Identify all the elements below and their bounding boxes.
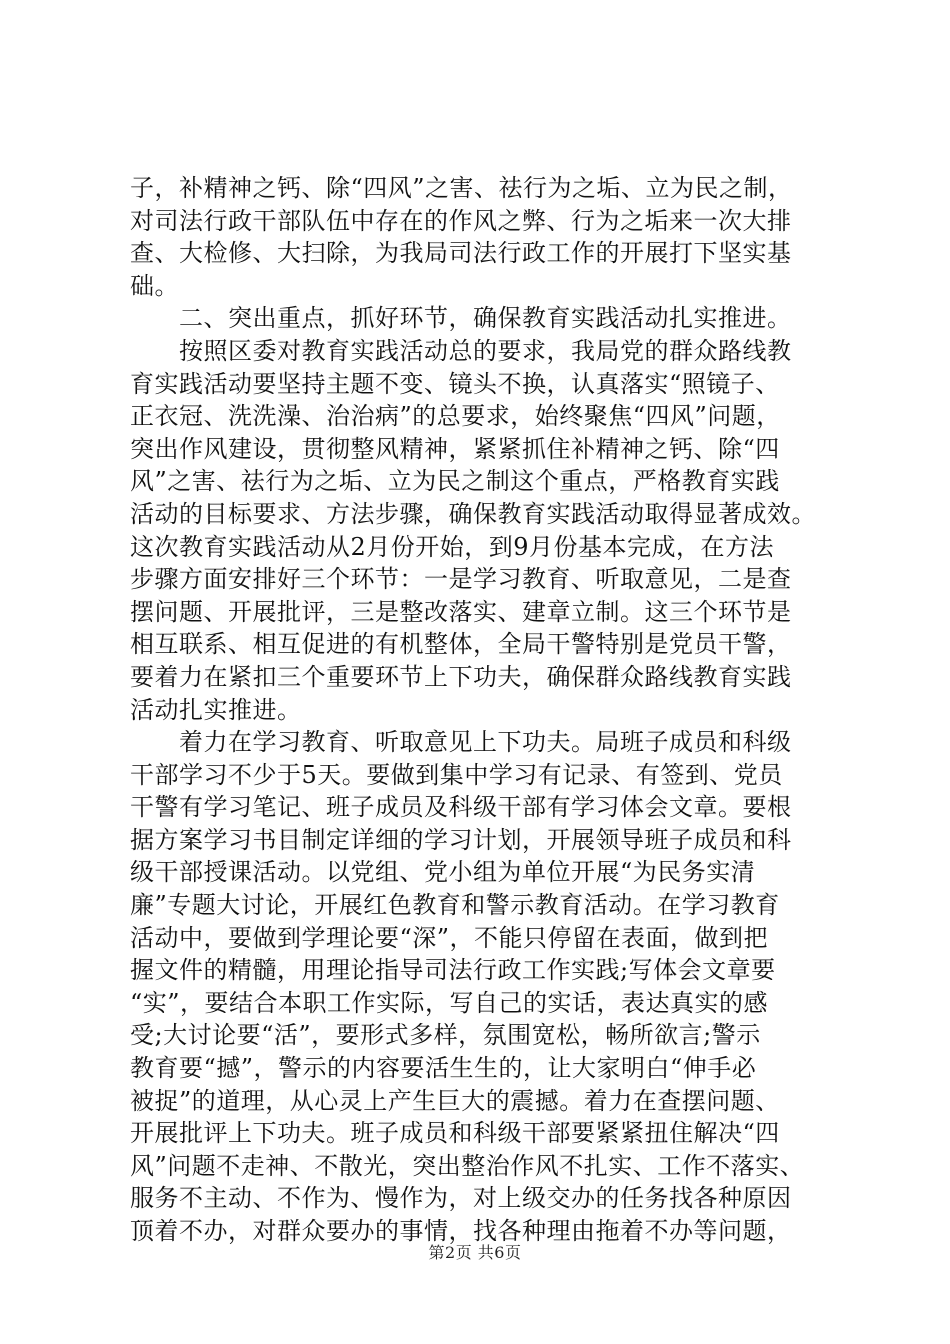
text-line: 被捉”的道理，从心灵上产生巨大的震撼。着力在查摆问题、 [130,1086,780,1115]
text-line: 顶着不办，对群众要办的事情，找各种理由拖着不办等问题， [130,1217,792,1245]
text-line: 受;大讨论要“活”，要形式多样，氛围宽松，畅所欲言;警示 [130,1021,761,1050]
text-line: 级干部授课活动。以党组、党小组为单位开展“为民务实清 [130,858,756,887]
text-line: 干部学习不少于5天。要做到集中学习有记录、有签到、党员 [130,760,783,789]
text-line: 据方案学习书目制定详细的学习计划，开展领导班子成员和科 [130,825,792,854]
text-line: 活动的目标要求、方法步骤，确保教育实践活动取得显著成效。 [130,499,816,528]
text-line: 对司法行政干部队伍中存在的作风之弊、行为之垢来一次大排 [130,206,792,235]
text-line: 服务不主动、不作为、慢作为，对上级交办的任务找各种原因 [130,1184,792,1213]
text-line: 活动中，要做到学理论要“深”，不能只停留在表面，做到把 [130,923,769,952]
text-line: 正衣冠、洗洗澡、治治病”的总要求，始终聚焦“四风”问题， [130,402,781,431]
text-line: 相互联系、相互促进的有机整体，全局干警特别是党员干警， [130,630,792,659]
text-line: 突出作风建设，贯彻整风精神，紧紧抓住补精神之钙、除“四 [130,434,780,463]
text-line: 按照区委对教育实践活动总的要求，我局党的群众路线教 [130,336,792,365]
text-line: “实”，要结合本职工作实际，写自己的实话，表达真实的感 [130,988,769,1017]
text-line: 握文件的精髓，用理论指导司法行政工作实践;写体会文章要 [130,956,776,985]
text-line: 干警有学习笔记、班子成员及科级干部有学习体会文章。要根 [130,793,792,822]
text-line: 教育要“撼”，警示的内容要活生生的，让大家明白“伸手必 [130,1054,757,1083]
text-line: 这次教育实践活动从2月份开始，到9月份基本完成，在方法 [130,532,775,561]
text-line: 着力在学习教育、听取意见上下功夫。局班子成员和科级 [130,728,792,757]
page-number-footer: 第2页 共6页 [428,1243,522,1262]
text-line: 摆问题、开展批评，三是整改落实、建章立制。这三个环节是 [130,597,792,626]
text-line: 步骤方面安排好三个环节：一是学习教育、听取意见，二是查 [130,565,792,594]
text-line: 风”问题不走神、不散光，突出整治作风不扎实、工作不落实、 [130,1151,805,1180]
text-line: 风”之害、祛行为之垢、立为民之制这个重点，严格教育实践 [130,467,780,496]
text-line: 要着力在紧扣三个重要环节上下功夫，确保群众路线教育实践 [130,662,792,691]
document-body [130,172,830,1248]
text-line: 查、大检修、大扫除，为我局司法行政工作的开展打下坚实基 [130,239,792,268]
text-line: 活动扎实推进。 [130,695,302,724]
text-line: 育实践活动要坚持主题不变、镜头不换，认真落实“照镜子、 [130,369,780,398]
section-heading: 二、突出重点，抓好环节，确保教育实践活动扎实推进。 [130,304,792,333]
text-line: 廉”专题大讨论，开展红色教育和警示教育活动。在学习教育 [130,891,780,920]
text-line: 础。 [130,271,179,300]
text-line: 子，补精神之钙、除“四风”之害、祛行为之垢、立为民之制， [130,174,793,202]
text-line: 开展批评上下功夫。班子成员和科级干部要紧紧扭住解决“四 [130,1119,780,1148]
